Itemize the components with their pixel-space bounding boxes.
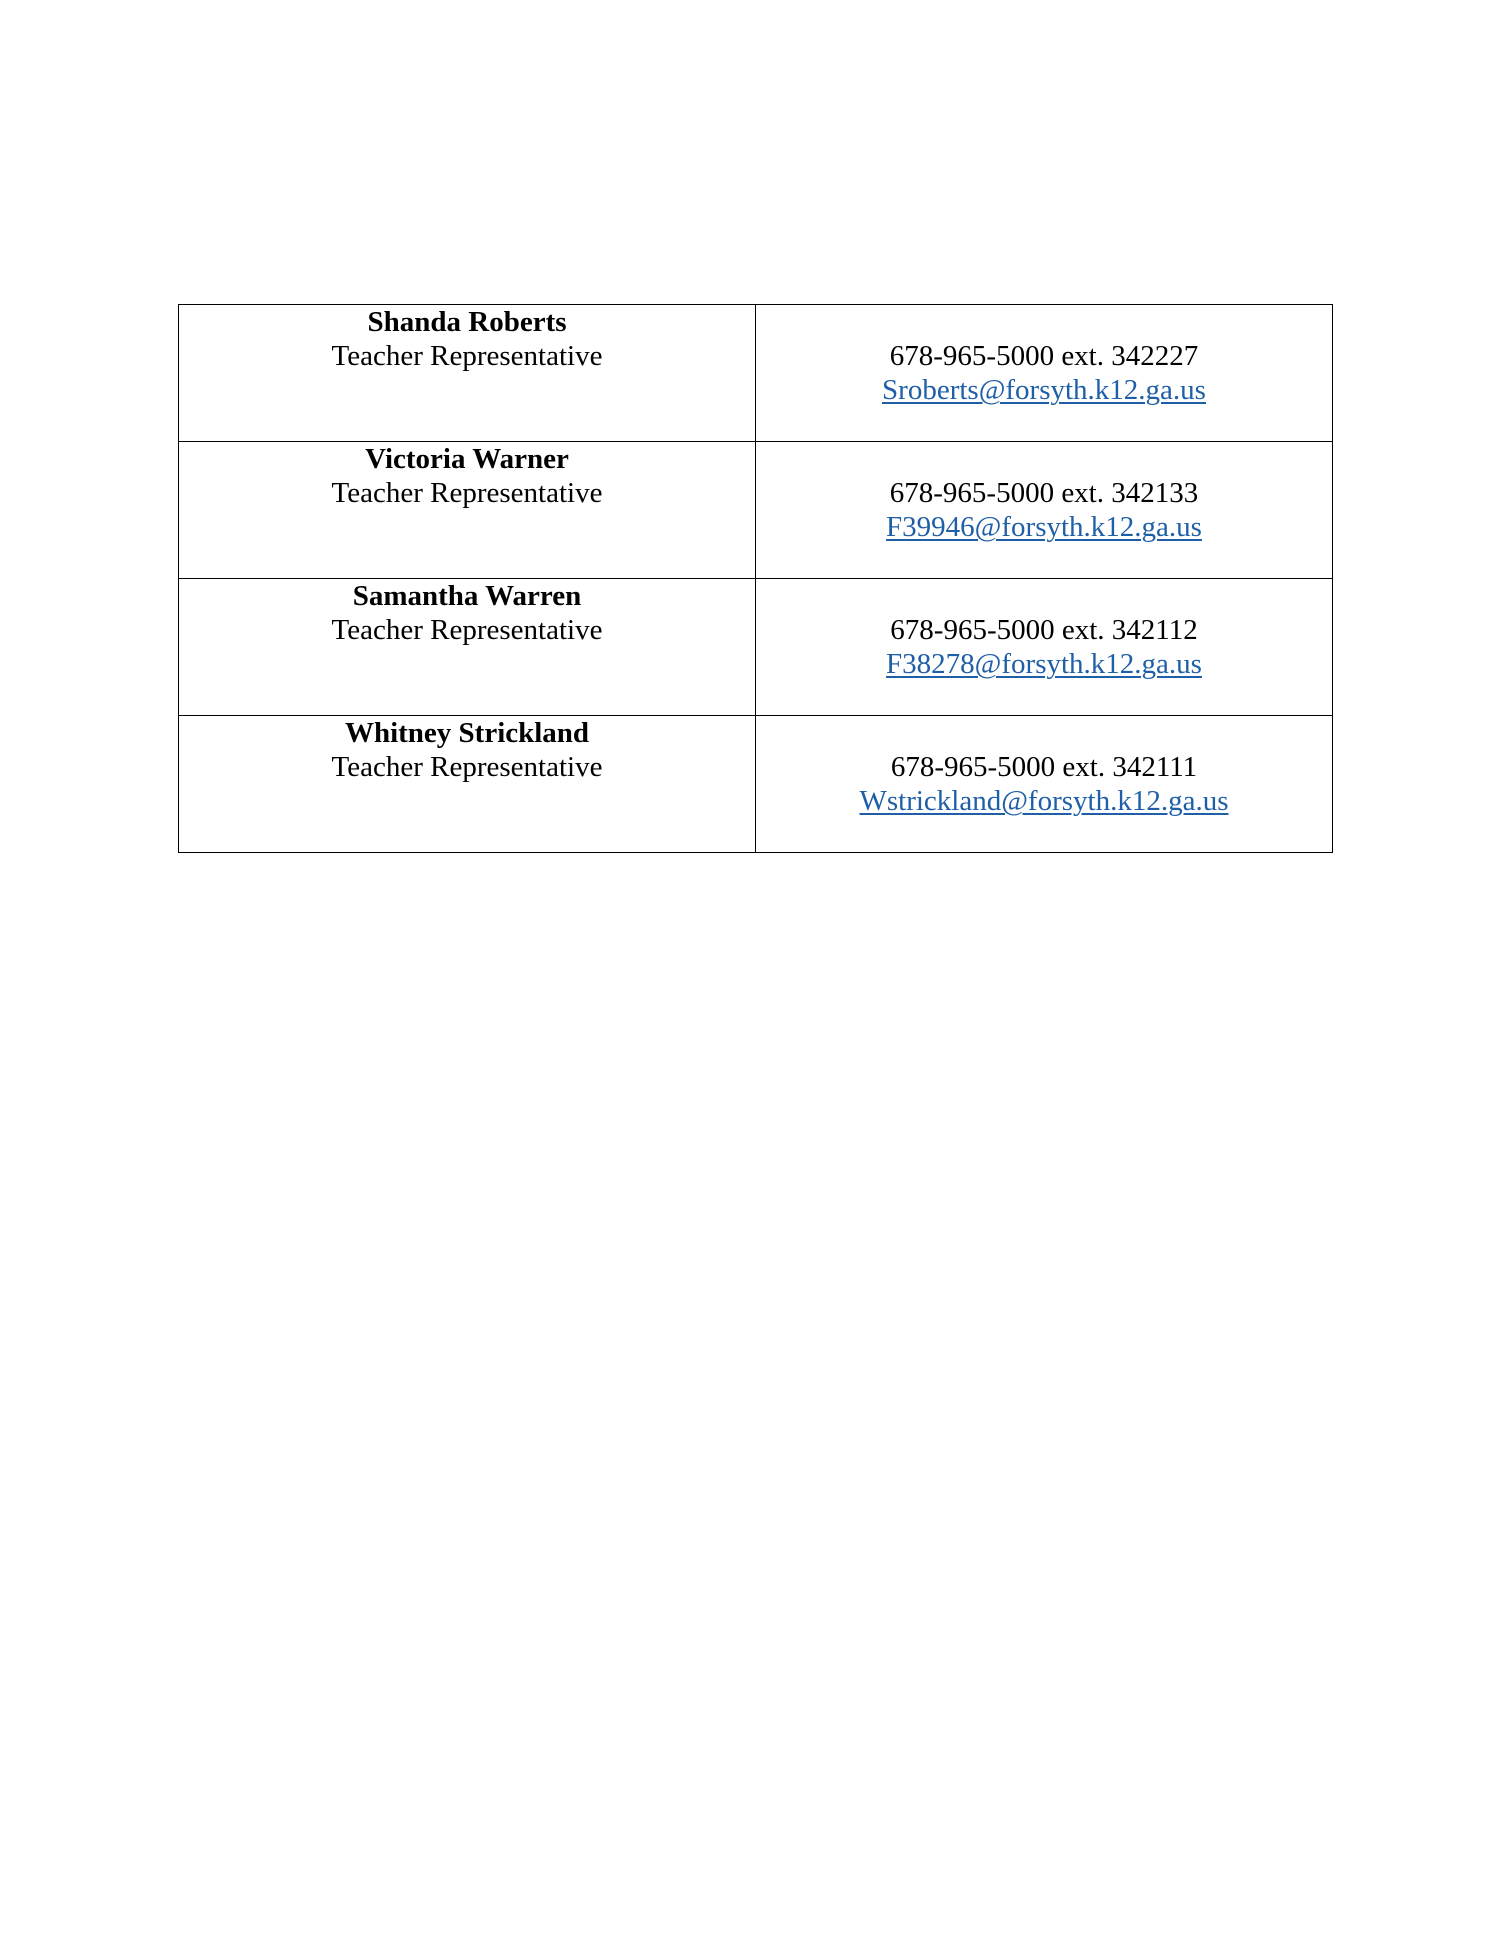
table-row bbox=[179, 305, 1333, 442]
contact-role: Teacher Representative bbox=[331, 614, 603, 646]
contact-role: Teacher Representative bbox=[331, 751, 603, 783]
contact-phone: 678-965-5000 ext. 342227 bbox=[889, 340, 1199, 372]
contact-phone: 678-965-5000 ext. 342133 bbox=[889, 477, 1199, 509]
contact-email-link[interactable]: Wstrickland@forsyth.k12.ga.us bbox=[859, 785, 1229, 817]
contact-phone: 678-965-5000 ext. 342112 bbox=[890, 614, 1198, 646]
table-row bbox=[179, 716, 1333, 853]
table-row bbox=[179, 442, 1333, 579]
contact-name: Shanda Roberts bbox=[367, 306, 567, 338]
contact-email-link[interactable]: Sroberts@forsyth.k12.ga.us bbox=[882, 374, 1206, 406]
person-cell bbox=[179, 579, 756, 716]
contact-role: Teacher Representative bbox=[331, 477, 603, 509]
contact-info-cell bbox=[756, 305, 1333, 442]
person-cell bbox=[179, 442, 756, 579]
contact-table bbox=[178, 304, 1333, 853]
contact-info-cell bbox=[756, 716, 1333, 853]
contact-email-link[interactable]: F39946@forsyth.k12.ga.us bbox=[886, 511, 1202, 543]
contact-role: Teacher Representative bbox=[331, 340, 603, 372]
contact-name: Whitney Strickland bbox=[344, 717, 590, 749]
person-cell bbox=[179, 305, 756, 442]
contact-name: Victoria Warner bbox=[365, 443, 569, 475]
contact-email-link[interactable]: F38278@forsyth.k12.ga.us bbox=[886, 648, 1202, 680]
person-cell bbox=[179, 716, 756, 853]
contact-info-cell bbox=[756, 442, 1333, 579]
contact-name: Samantha Warren bbox=[352, 580, 582, 612]
table-row bbox=[179, 579, 1333, 716]
contact-phone: 678-965-5000 ext. 342111 bbox=[890, 751, 1198, 783]
contact-info-cell bbox=[756, 579, 1333, 716]
